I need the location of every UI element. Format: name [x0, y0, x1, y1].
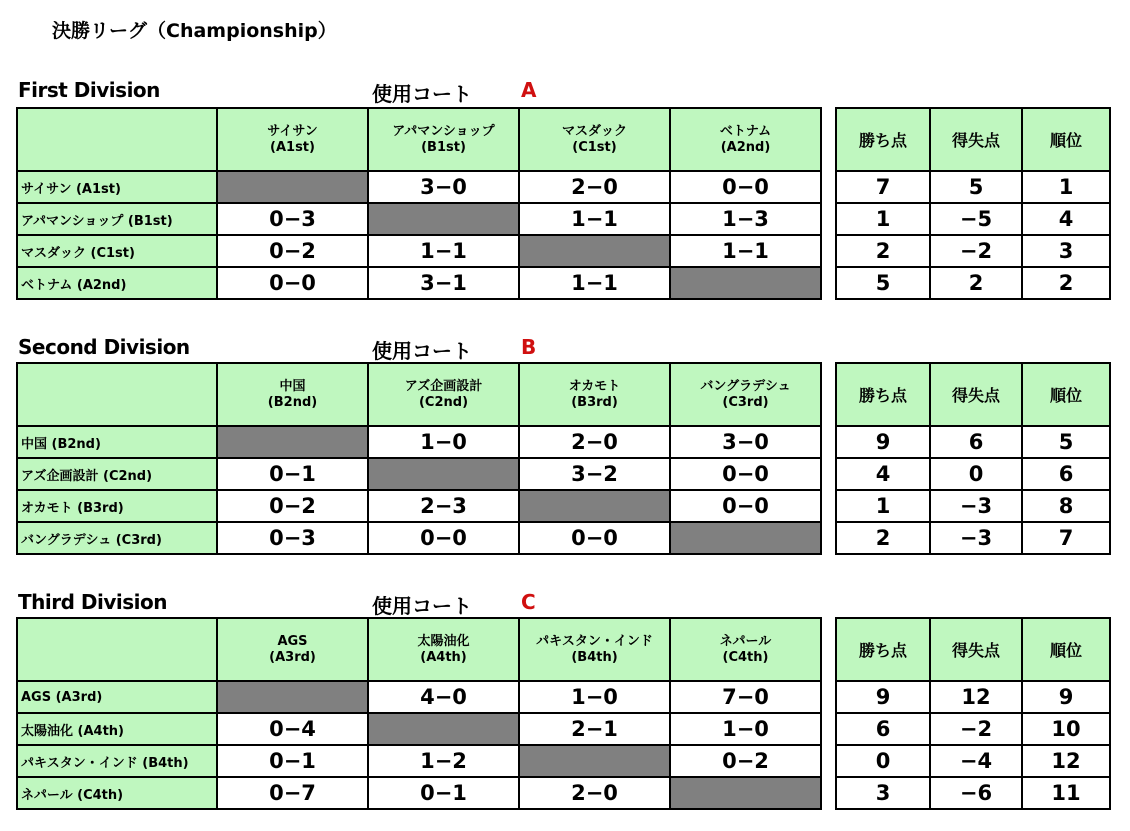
rank-cell: 10	[1022, 713, 1110, 745]
standings-row	[836, 458, 1110, 490]
team-row-label: アズ企画設計 (C2nd)	[17, 458, 217, 490]
match-score: 0−0	[519, 522, 670, 554]
team-column-header	[670, 363, 821, 426]
rank-cell: 5	[1022, 426, 1110, 458]
rank-cell: 2	[1022, 267, 1110, 299]
team-seed: (C2nd)	[418, 394, 469, 410]
match-score: 0−0	[670, 490, 821, 522]
points-header: 勝ち点	[836, 363, 930, 426]
match-score: 7−0	[670, 681, 821, 713]
self-match-cell	[368, 203, 519, 235]
team-column-header	[217, 363, 368, 426]
results-table	[16, 362, 822, 555]
table-row	[17, 267, 821, 299]
team-column-header	[519, 363, 670, 426]
self-match-cell	[217, 426, 368, 458]
team-column-header	[519, 618, 670, 681]
court-label: 使用コート	[372, 82, 472, 106]
team-seed: (C1st)	[572, 139, 617, 155]
team-name: サイサン	[267, 123, 318, 139]
court-letter: C	[521, 590, 536, 614]
goal-diff-cell: −5	[930, 203, 1022, 235]
points-cell: 0	[836, 745, 930, 777]
team-row-label: アパマンショップ (B1st)	[17, 203, 217, 235]
team-name: オカモト	[568, 378, 621, 394]
goal-diff-cell: −4	[930, 745, 1022, 777]
standings-row	[836, 777, 1110, 809]
rank-header: 順位	[1022, 363, 1110, 426]
team-seed: (B1st)	[421, 139, 466, 155]
match-score: 1−1	[670, 235, 821, 267]
header-row	[17, 108, 821, 171]
goal-diff-header: 得失点	[930, 363, 1022, 426]
team-name: AGS	[277, 633, 308, 649]
page-title: 決勝リーグ（Championship）	[52, 20, 337, 42]
match-score: 3−0	[368, 171, 519, 203]
team-name: 太陽油化	[417, 633, 470, 649]
team-row-label: パキスタン・インド (B4th)	[17, 745, 217, 777]
match-score: 0−3	[217, 522, 368, 554]
match-score: 1−0	[670, 713, 821, 745]
standings-table	[835, 362, 1111, 555]
match-score: 2−0	[519, 777, 670, 809]
goal-diff-cell: 2	[930, 267, 1022, 299]
team-seed: (C4th)	[722, 649, 769, 665]
goal-diff-cell: −6	[930, 777, 1022, 809]
match-score: 0−0	[217, 267, 368, 299]
match-score: 0−0	[368, 522, 519, 554]
points-cell: 9	[836, 426, 930, 458]
points-cell: 7	[836, 171, 930, 203]
corner-cell	[17, 618, 217, 681]
goal-diff-cell: 6	[930, 426, 1022, 458]
goal-diff-cell: −2	[930, 235, 1022, 267]
match-score: 0−2	[217, 490, 368, 522]
team-column-header	[217, 108, 368, 171]
team-name: バングラデシュ	[700, 378, 791, 394]
team-name: パキスタン・インド	[536, 633, 653, 649]
points-header: 勝ち点	[836, 618, 930, 681]
points-cell: 1	[836, 203, 930, 235]
match-score: 3−1	[368, 267, 519, 299]
goal-diff-header: 得失点	[930, 108, 1022, 171]
points-cell: 3	[836, 777, 930, 809]
team-seed: (A4th)	[420, 649, 467, 665]
standings-row	[836, 171, 1110, 203]
points-cell: 9	[836, 681, 930, 713]
rank-header: 順位	[1022, 108, 1110, 171]
self-match-cell	[670, 777, 821, 809]
team-name: アパマンショップ	[392, 123, 495, 139]
team-column-header	[368, 108, 519, 171]
self-match-cell	[670, 522, 821, 554]
rank-cell: 11	[1022, 777, 1110, 809]
team-seed: (A3rd)	[269, 649, 316, 665]
points-cell: 1	[836, 490, 930, 522]
team-seed: (C3rd)	[722, 394, 769, 410]
standings-row	[836, 490, 1110, 522]
table-row	[17, 713, 821, 745]
goal-diff-cell: 0	[930, 458, 1022, 490]
standings-row	[836, 522, 1110, 554]
match-score: 0−7	[217, 777, 368, 809]
standings-row	[836, 713, 1110, 745]
self-match-cell	[217, 171, 368, 203]
table-row	[17, 745, 821, 777]
team-column-header	[670, 618, 821, 681]
goal-diff-cell: −3	[930, 490, 1022, 522]
self-match-cell	[519, 235, 670, 267]
team-row-label: AGS (A3rd)	[17, 681, 217, 713]
table-row	[17, 777, 821, 809]
table-row	[17, 171, 821, 203]
rank-cell: 9	[1022, 681, 1110, 713]
points-cell: 6	[836, 713, 930, 745]
match-score: 2−3	[368, 490, 519, 522]
standings-table	[835, 617, 1111, 810]
match-score: 0−0	[670, 458, 821, 490]
team-seed: (B3rd)	[571, 394, 618, 410]
team-row-label: オカモト (B3rd)	[17, 490, 217, 522]
header-row	[17, 618, 821, 681]
team-column-header	[368, 363, 519, 426]
match-score: 1−0	[368, 426, 519, 458]
team-row-label: ベトナム (A2nd)	[17, 267, 217, 299]
match-score: 0−1	[368, 777, 519, 809]
standings-row	[836, 745, 1110, 777]
match-score: 1−1	[368, 235, 519, 267]
team-seed: (B2nd)	[267, 394, 318, 410]
team-seed: (A1st)	[270, 139, 315, 155]
rank-cell: 6	[1022, 458, 1110, 490]
points-header: 勝ち点	[836, 108, 930, 171]
team-name: マスダック	[561, 123, 627, 139]
rank-cell: 4	[1022, 203, 1110, 235]
team-row-label: サイサン (A1st)	[17, 171, 217, 203]
team-name: ベトナム	[719, 123, 772, 139]
team-name: 中国	[279, 378, 306, 394]
court-label: 使用コート	[372, 594, 472, 618]
table-row	[17, 490, 821, 522]
rank-cell: 1	[1022, 171, 1110, 203]
match-score: 1−2	[368, 745, 519, 777]
court-letter: B	[521, 335, 537, 359]
division-name: Second Division	[18, 335, 190, 359]
standings-header-row	[836, 108, 1110, 171]
match-score: 3−0	[670, 426, 821, 458]
goal-diff-header: 得失点	[930, 618, 1022, 681]
division-name: Third Division	[18, 590, 167, 614]
match-score: 0−0	[670, 171, 821, 203]
corner-cell	[17, 108, 217, 171]
match-score: 0−4	[217, 713, 368, 745]
court-letter: A	[521, 78, 537, 102]
header-row	[17, 363, 821, 426]
self-match-cell	[519, 745, 670, 777]
team-seed: (A2nd)	[720, 139, 771, 155]
court-label: 使用コート	[372, 339, 472, 363]
match-score: 4−0	[368, 681, 519, 713]
team-row-label: バングラデシュ (C3rd)	[17, 522, 217, 554]
match-score: 1−1	[519, 203, 670, 235]
rank-cell: 12	[1022, 745, 1110, 777]
standings-header-row	[836, 363, 1110, 426]
points-cell: 2	[836, 522, 930, 554]
team-column-header	[670, 108, 821, 171]
goal-diff-cell: −2	[930, 713, 1022, 745]
match-score: 1−1	[519, 267, 670, 299]
standings-row	[836, 267, 1110, 299]
standings-table	[835, 107, 1111, 300]
team-seed: (B4th)	[571, 649, 618, 665]
rank-cell: 8	[1022, 490, 1110, 522]
match-score: 1−3	[670, 203, 821, 235]
goal-diff-cell: 12	[930, 681, 1022, 713]
self-match-cell	[368, 713, 519, 745]
table-row	[17, 235, 821, 267]
results-table	[16, 107, 822, 300]
match-score: 0−1	[217, 458, 368, 490]
standings-row	[836, 203, 1110, 235]
match-score: 1−0	[519, 681, 670, 713]
match-score: 0−1	[217, 745, 368, 777]
table-row	[17, 458, 821, 490]
rank-cell: 3	[1022, 235, 1110, 267]
standings-row	[836, 681, 1110, 713]
match-score: 0−3	[217, 203, 368, 235]
team-column-header	[217, 618, 368, 681]
team-column-header	[368, 618, 519, 681]
team-row-label: 太陽油化 (A4th)	[17, 713, 217, 745]
match-score: 0−2	[217, 235, 368, 267]
table-row	[17, 426, 821, 458]
rank-header: 順位	[1022, 618, 1110, 681]
table-row	[17, 522, 821, 554]
corner-cell	[17, 363, 217, 426]
match-score: 3−2	[519, 458, 670, 490]
self-match-cell	[519, 490, 670, 522]
self-match-cell	[368, 458, 519, 490]
match-score: 2−0	[519, 171, 670, 203]
self-match-cell	[670, 267, 821, 299]
results-table	[16, 617, 822, 810]
standings-header-row	[836, 618, 1110, 681]
team-row-label: 中国 (B2nd)	[17, 426, 217, 458]
table-row	[17, 681, 821, 713]
team-name: アズ企画設計	[404, 378, 483, 394]
standings-row	[836, 426, 1110, 458]
team-row-label: ネパール (C4th)	[17, 777, 217, 809]
points-cell: 2	[836, 235, 930, 267]
points-cell: 4	[836, 458, 930, 490]
goal-diff-cell: −3	[930, 522, 1022, 554]
team-name: ネパール	[719, 633, 772, 649]
rank-cell: 7	[1022, 522, 1110, 554]
match-score: 2−1	[519, 713, 670, 745]
self-match-cell	[217, 681, 368, 713]
team-row-label: マスダック (C1st)	[17, 235, 217, 267]
division-name: First Division	[18, 78, 160, 102]
points-cell: 5	[836, 267, 930, 299]
goal-diff-cell: 5	[930, 171, 1022, 203]
match-score: 0−2	[670, 745, 821, 777]
team-column-header	[519, 108, 670, 171]
match-score: 2−0	[519, 426, 670, 458]
standings-row	[836, 235, 1110, 267]
table-row	[17, 203, 821, 235]
